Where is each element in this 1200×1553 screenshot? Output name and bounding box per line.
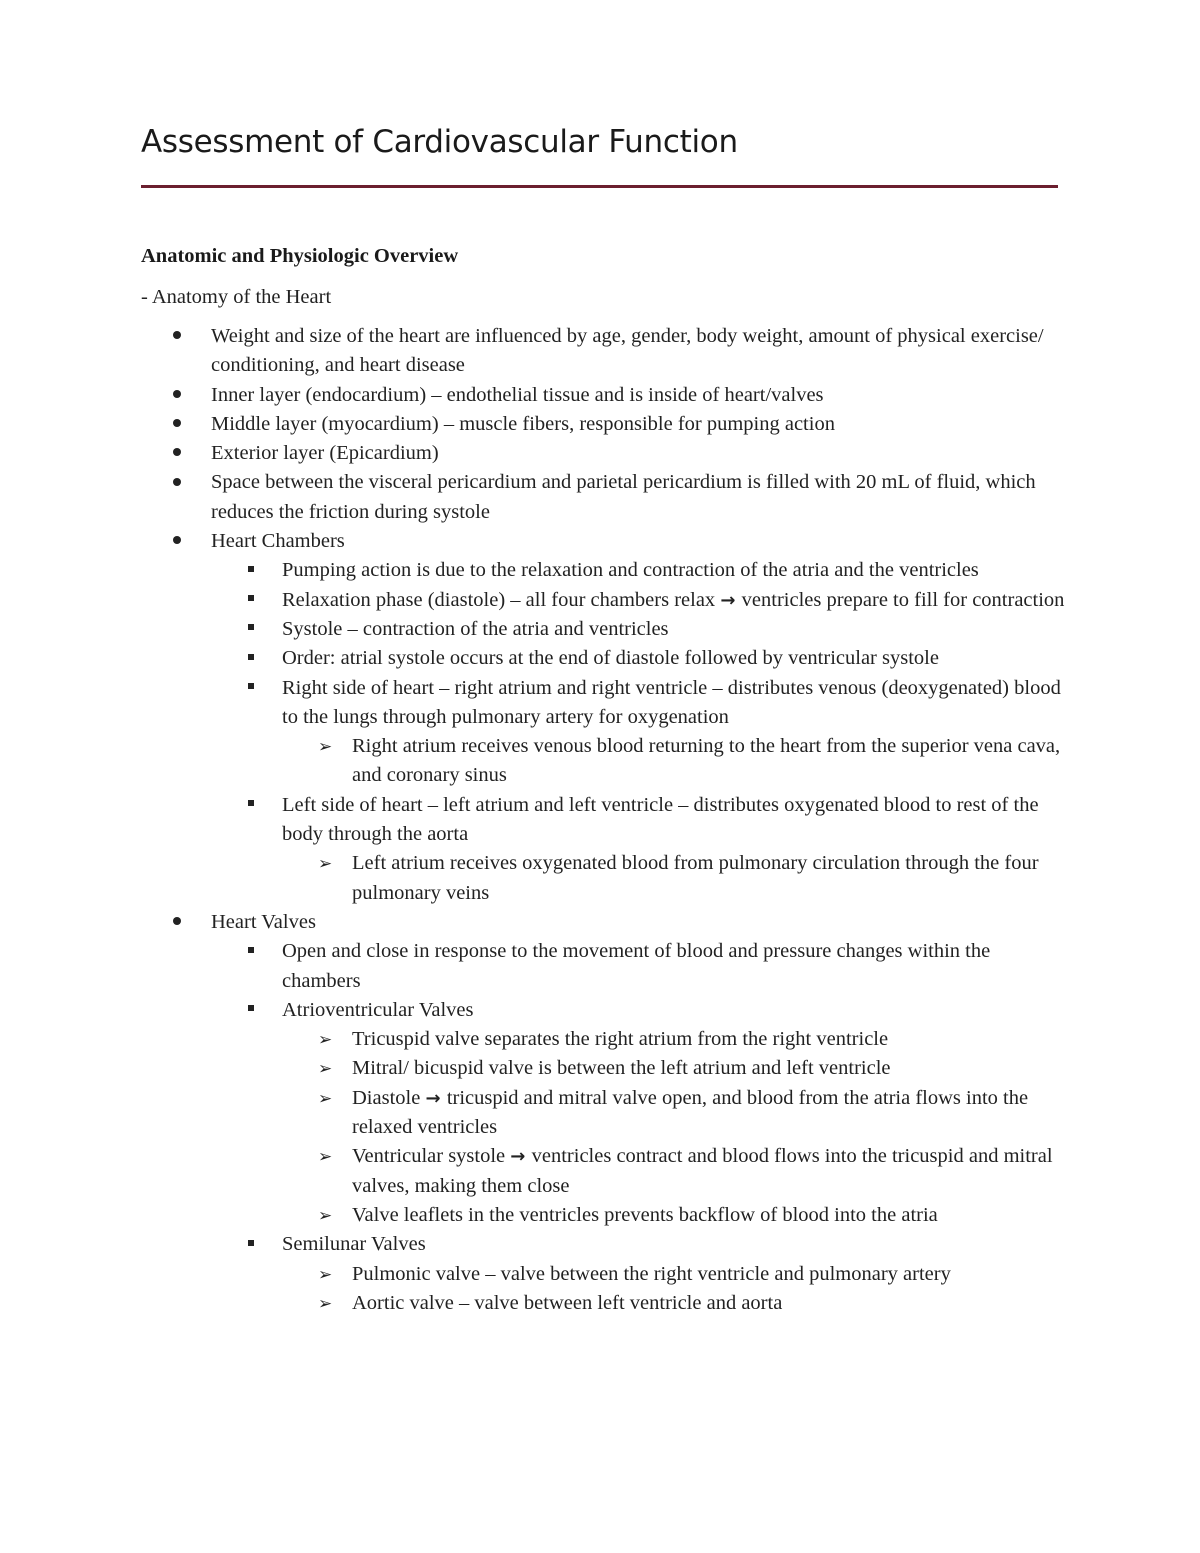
list-item-text-part: ventricles contract and blood flows into the tricuspid and mitral valves, making them close <box>352 1145 1053 1197</box>
list-item-text-part: Valve leaflets in the ventricles prevents backflow of blood into the atria <box>352 1203 938 1226</box>
list-item-text-part: Inner layer (endocardium) – endothelial tissue and is inside of heart/valves <box>211 383 824 406</box>
list-item <box>0 1025 1200 1054</box>
disc-bullet-icon <box>173 381 181 410</box>
list-item <box>0 1084 1200 1143</box>
square-bullet-icon <box>248 1230 254 1259</box>
section-heading: Anatomic and Physiologic Overview <box>141 245 459 267</box>
arrowhead-bullet-icon: ➢ <box>318 737 333 758</box>
list-item-text-part: Order: atrial systole occurs at the end of diastole followed by ventricular systole <box>282 647 939 670</box>
disc-bullet-icon <box>173 908 181 937</box>
list-item <box>0 468 1200 527</box>
list-item-text-part: tricuspid and mitral valve open, and blood from the atria flows into the relaxed ventricles <box>352 1086 1029 1139</box>
list-item-text <box>211 527 1080 556</box>
list-item-text <box>352 1054 1070 1083</box>
list-item <box>0 322 1200 381</box>
list-item <box>0 674 1200 733</box>
list-item-text-part: Pumping action is due to the relaxation and contraction of the atria and the ventricles <box>282 559 979 582</box>
list-item-text <box>352 1142 1070 1201</box>
list-item-text <box>211 908 1080 937</box>
list-item-text <box>282 791 1070 850</box>
list-item-text-part: Exterior layer (Epicardium) <box>211 442 439 465</box>
list-item-text <box>352 1201 1070 1230</box>
list-item-text-part: ventricles prepare to fill for contraction <box>741 588 1065 611</box>
list-item <box>0 527 1200 556</box>
list-item-text-part: Mitral/ bicuspid valve is between the left atrium and left ventricle <box>352 1057 891 1080</box>
list-item <box>0 908 1200 937</box>
title-underline-rule <box>141 185 1058 188</box>
list-item-text-part: Middle layer (myocardium) – muscle fibers, responsible for pumping action <box>211 412 835 435</box>
arrowhead-bullet-icon: ➢ <box>318 1293 333 1314</box>
list-item-text <box>352 1289 1070 1318</box>
square-bullet-icon <box>248 674 254 703</box>
list-item-text <box>282 644 1070 673</box>
square-bullet-icon <box>248 615 254 644</box>
right-arrow-icon: → <box>510 1146 532 1168</box>
disc-bullet-icon <box>173 527 181 556</box>
disc-bullet-icon <box>173 322 181 351</box>
right-arrow-icon: → <box>720 589 742 611</box>
list-item-text-part: Right atrium receives venous blood returning to the heart from the superior vena cava, and coronary sinus <box>352 735 1061 787</box>
list-item <box>0 586 1200 615</box>
list-item-text <box>211 381 1080 410</box>
list-item-text-part: Weight and size of the heart are influenced by age, gender, body weight, amount of physical exercise/ conditioning, and heart disease <box>211 325 1044 377</box>
list-item-text <box>282 1230 1070 1259</box>
square-bullet-icon <box>248 586 254 615</box>
list-item-text-part: Tricuspid valve separates the right atrium from the right ventricle <box>352 1028 889 1051</box>
square-bullet-icon <box>248 937 254 966</box>
list-item-text-part: Open and close in response to the movement of blood and pressure changes within the chambers <box>282 940 991 992</box>
arrowhead-bullet-icon: ➢ <box>318 1264 333 1285</box>
document-title: Assessment of Cardiovascular Function <box>141 124 738 160</box>
list-item-text-part: Aortic valve – valve between left ventricle and aorta <box>352 1291 783 1314</box>
list-item-text <box>352 849 1070 908</box>
list-item-text-part: Heart Valves <box>211 910 316 933</box>
list-item-text-part: Ventricular systole <box>352 1145 511 1168</box>
list-item-text <box>282 937 1070 996</box>
arrowhead-bullet-icon: ➢ <box>318 1147 333 1168</box>
list-item-text-part: Pulmonic valve – valve between the right ventricle and pulmonary artery <box>352 1262 951 1285</box>
right-arrow-icon: → <box>425 1087 447 1109</box>
list-item <box>0 1054 1200 1083</box>
list-item-text <box>352 1025 1070 1054</box>
list-item <box>0 996 1200 1025</box>
arrowhead-bullet-icon: ➢ <box>318 854 333 875</box>
disc-bullet-icon <box>173 410 181 439</box>
square-bullet-icon <box>248 996 254 1025</box>
bullet-outline <box>0 322 1200 1318</box>
list-item <box>0 644 1200 673</box>
list-item <box>0 556 1200 585</box>
list-item-text <box>211 439 1080 468</box>
list-item-text-part: Atrioventricular Valves <box>282 998 474 1021</box>
arrowhead-bullet-icon: ➢ <box>318 1205 333 1226</box>
list-item-text <box>211 468 1080 527</box>
list-item <box>0 937 1200 996</box>
list-item <box>0 1142 1200 1201</box>
list-item-text-part: Space between the visceral pericardium and parietal pericardium is filled with 20 mL of fluid, which reduces the friction during systole <box>211 471 1036 523</box>
list-item-text-part: Systole – contraction of the atria and ventricles <box>282 617 669 640</box>
list-item-text-part: Semilunar Valves <box>282 1233 426 1256</box>
list-item <box>0 849 1200 908</box>
list-item-text <box>282 586 1070 615</box>
list-item-text <box>282 615 1070 644</box>
list-item-text <box>211 322 1080 381</box>
list-item <box>0 732 1200 791</box>
list-item <box>0 1289 1200 1318</box>
arrowhead-bullet-icon: ➢ <box>318 1088 333 1109</box>
subheading: - Anatomy of the Heart <box>141 286 332 308</box>
arrowhead-bullet-icon: ➢ <box>318 1030 333 1051</box>
list-item-text-part: Diastole <box>352 1086 426 1109</box>
list-item-text-part: Left atrium receives oxygenated blood from pulmonary circulation through the four pulmonary veins <box>352 852 1039 904</box>
list-item <box>0 1260 1200 1289</box>
list-item-text <box>282 996 1070 1025</box>
disc-bullet-icon <box>173 439 181 468</box>
disc-bullet-icon <box>173 468 181 497</box>
square-bullet-icon <box>248 791 254 820</box>
list-item <box>0 1201 1200 1230</box>
list-item-text <box>352 1084 1070 1143</box>
list-item <box>0 410 1200 439</box>
square-bullet-icon <box>248 556 254 585</box>
list-item-text <box>282 674 1070 733</box>
list-item <box>0 1230 1200 1259</box>
list-item-text <box>211 410 1080 439</box>
list-item <box>0 615 1200 644</box>
list-item-text-part: Heart Chambers <box>211 530 345 553</box>
list-item <box>0 791 1200 850</box>
list-item-text <box>282 556 1070 585</box>
list-item-text-part: Right side of heart – right atrium and right ventricle – distributes venous (deoxygenated) blood to the lungs through pulmonary artery for oxygenation <box>282 676 1061 728</box>
arrowhead-bullet-icon: ➢ <box>318 1059 333 1080</box>
square-bullet-icon <box>248 644 254 673</box>
list-item-text <box>352 1260 1070 1289</box>
list-item-text-part: Left side of heart – left atrium and left ventricle – distributes oxygenated blood to rest of the body through the aorta <box>282 793 1039 846</box>
list-item <box>0 439 1200 468</box>
list-item <box>0 381 1200 410</box>
list-item-text-part: Relaxation phase (diastole) – all four chambers relax <box>282 588 721 611</box>
list-item-text <box>352 732 1070 791</box>
